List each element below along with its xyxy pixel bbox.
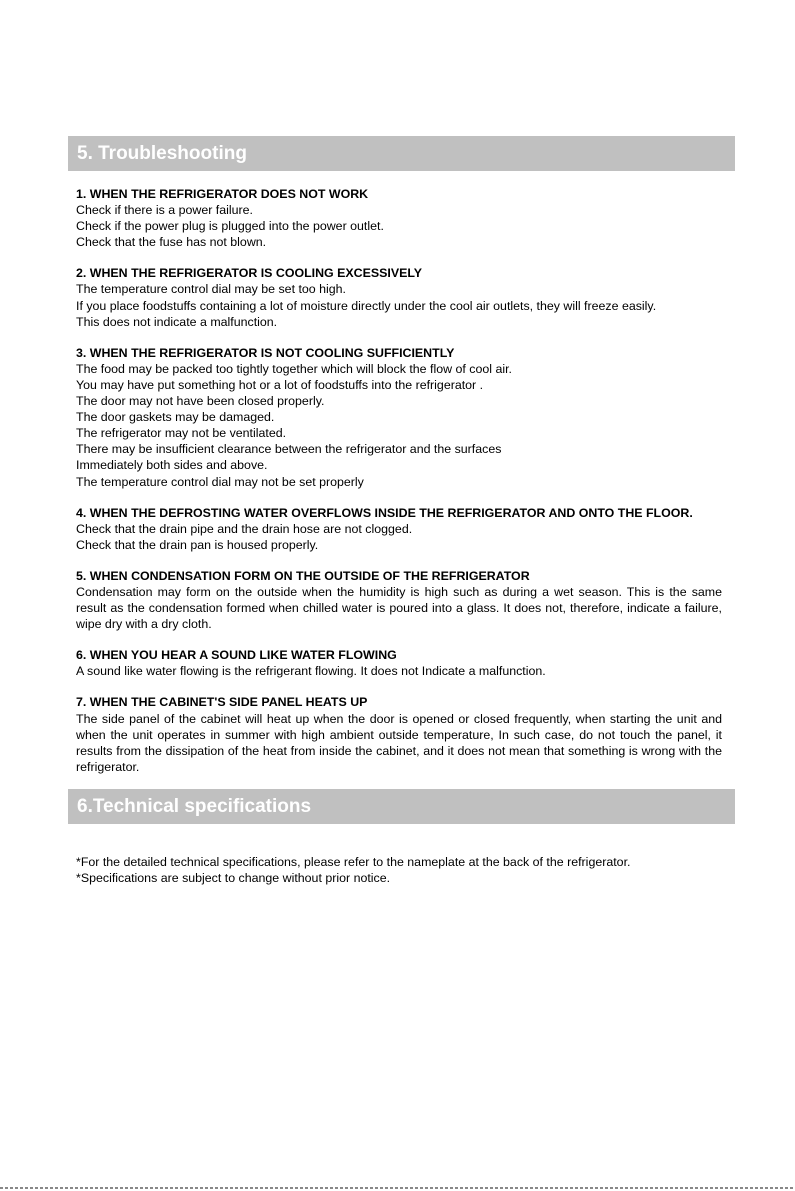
item-line: There may be insufficient clearance between the refrigerator and the surfaces [76,442,502,457]
troubleshooting-item-6 [76,647,722,679]
technical-specifications-content [76,854,722,886]
item-line: The refrigerator may not be ventilated. [76,426,287,441]
item-heading: 1. WHEN THE REFRIGERATOR DOES NOT WORK [76,187,369,201]
spec-note: *Specifications are subject to change without prior notice. [76,871,391,886]
item-line: You may have put something hot or a lot of foodstuffs into the refrigerator . [76,377,484,392]
troubleshooting-item-7 [76,694,722,774]
troubleshooting-content [76,186,722,790]
item-heading: 4. WHEN THE DEFROSTING WATER OVERFLOWS INSIDE THE REFRIGERATOR AND ONTO THE FLOOR. [76,505,693,520]
troubleshooting-item-2 [76,265,722,329]
troubleshooting-item-4 [76,505,722,553]
item-line: Check that the drain pipe and the drain hose are not clogged. [76,521,413,536]
item-line: Check that the fuse has not blown. [76,235,267,250]
troubleshooting-item-5 [76,568,722,632]
item-heading: 6. WHEN YOU HEAR A SOUND LIKE WATER FLOWING [76,648,397,663]
item-heading: 5. WHEN CONDENSATION FORM ON THE OUTSIDE OF THE REFRIGERATOR [76,568,530,583]
item-paragraph: A sound like water flowing is the refrigerant flowing. It does not Indicate a malfunction. [76,664,546,679]
item-line: The temperature control dial may be set too high. [76,282,346,297]
item-line: This does not indicate a malfunction. [76,314,278,329]
item-paragraph: The side panel of the cabinet will heat up when the door is opened or closed frequently, when starting the unit and when the unit operates in summer with high ambient outside temperature, In such case, do not touch the panel, it results from the dissipation of the heat from inside the cabinet, and it does not mean that something is wrong with the refrigerator. [76,711,722,774]
item-line: The temperature control dial may not be set properly [76,474,364,489]
item-line: Check if there is a power failure. [76,203,253,218]
item-heading: 7. WHEN THE CABINET'S SIDE PANEL HEATS UP [76,695,368,710]
item-heading: 2. WHEN THE REFRIGERATOR IS COOLING EXCESSIVELY [76,266,423,281]
section-banner-technical-specifications: 6.Technical specifications [68,789,735,824]
item-paragraph: Condensation may form on the outside when the humidity is high such as during a wet season. This is the same result as the condensation formed when chilled water is poured into a glass. It does not, therefore, indicate a failure, wipe dry with a dry cloth. [76,584,722,632]
troubleshooting-item-3 [76,345,722,490]
item-heading: 3. WHEN THE REFRIGERATOR IS NOT COOLING SUFFICIENTLY [76,345,455,360]
item-line: Check that the drain pan is housed properly. [76,537,319,552]
item-line: The door gaskets may be damaged. [76,410,275,425]
item-line: If you place foodstuffs containing a lot of moisture directly under the cool air outlets, they will freeze easily. [76,298,657,313]
item-line: Check if the power plug is plugged into the power outlet. [76,219,384,234]
spec-note: *For the detailed technical specifications, please refer to the nameplate at the back of the refrigerator. [76,855,631,869]
section-banner-troubleshooting: 5. Troubleshooting [68,136,735,171]
item-line: The food may be packed too tightly together which will block the flow of cool air. [76,361,512,376]
item-line: Immediately both sides and above. [76,458,268,473]
item-line: The door may not have been closed properly. [76,394,325,409]
troubleshooting-item-1 [76,186,722,250]
page-bottom-rule [0,1187,795,1189]
